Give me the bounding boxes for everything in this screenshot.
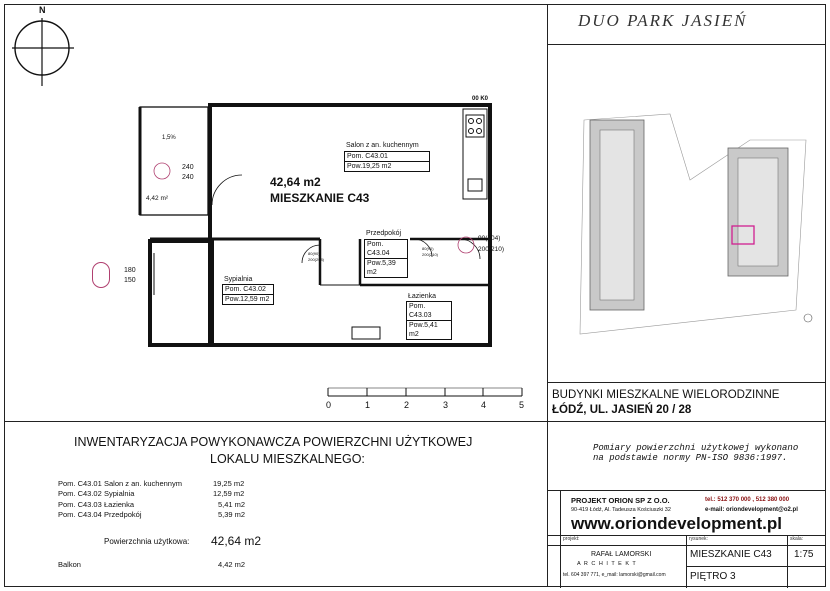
inventory-code: Pom. C43.04 [58,510,102,519]
apartment-area: 42,64 m2 [270,175,321,189]
inventory-name-4: Przedpokój [104,510,142,519]
north-label: N [39,5,46,15]
inventory-title-line2: LOKALU MIESZKALNEGO: [210,452,365,466]
inventory-row-3 [58,501,102,509]
room-tag-salon [344,151,430,172]
inventory-code: Pom. C43.02 [58,489,102,498]
label-projekt: projekt: [563,536,580,542]
divider-main-horizontal [4,421,826,422]
company-name: PROJEKT ORION SP Z O.O. [571,496,670,505]
inventory-area-3: 5,41 m2 [218,500,246,509]
inventory-row-1 [58,480,102,488]
inventory-row-4 [58,511,102,519]
floor-plan [120,95,505,350]
divider-title-under [547,44,826,45]
north-arrow-icon [8,6,78,86]
room-pom-lazienka: Pom. C43.03 [409,303,432,319]
tb-divider-left [560,491,561,588]
room-name-lazienka: Łazienka [408,293,437,300]
architect-name: RAFAŁ LAMORSKI [591,551,652,558]
room-name-sypialnia: Sypialnia [224,276,253,283]
title-block [547,490,826,587]
inventory-title-line1: INWENTARYZACJA POWYKONAWCZA POWIERZCHNI UŻYTKOWEJ [74,435,473,449]
inventory-row-2 [58,490,102,498]
tb-divider-mid [686,535,687,588]
apartment-name: MIESZKANIE C43 [270,191,370,205]
total-value: 42,64 m2 [211,534,262,548]
architect-contact: tel. 604 397 771, e_mail: lamorski@gmail.com [563,572,666,578]
inventory-code: Pom. C43.01 [58,479,102,488]
building-line1: BUDYNKI MIESZKALNE WIELORODZINNE [552,389,780,401]
company-address: 90-419 Łódź, Al. Tadeusza Kościuszki 32 [571,507,671,513]
label-rysunek: rysunek: [689,536,708,542]
drawing-floor: PIĘTRO 3 [690,571,736,582]
scale-tick-0: 0 [326,400,332,410]
drawing-scale: 1:75 [794,549,814,560]
label-skala: skala: [790,536,804,542]
total-label: Powierzchnia użytkowa: [104,537,190,546]
norm-note-line1: Pomiary powierzchni użytkowej wykonano [593,443,799,453]
company-tel: tel.: 512 370 000 , 512 380 000 [705,497,790,503]
room-pom-przedpokoj: Pom. C43.04 [367,241,390,257]
room-pom-salon: Pom. C43.01 [347,153,388,160]
inventory-name-3: Łazienka [104,500,135,509]
balcony-area: 4,42 m² [146,195,169,202]
door-bedroom-top: 80(90) [308,251,320,256]
site-key-plan-drawing [570,100,820,340]
inventory-code: Pom. C43.03 [58,500,102,509]
norm-note-line2: na podstawie normy PN-ISO 9836:1997. [593,453,788,463]
scale-bar [322,384,532,414]
balcony-window-bottom: 240 [182,174,194,181]
balcony-window-top: 240 [182,164,194,171]
company-website[interactable]: www.oriondevelopment.pl [571,514,782,533]
project-title: DUO PARK JASIEŃ [578,11,748,30]
room-name-salon: Salon z an. kuchennym [346,142,419,149]
scale-tick-2: 2 [404,400,410,410]
scale-tick-4: 4 [481,400,487,410]
scale-tick-5: 5 [519,400,525,410]
scale-tick-1: 1 [365,400,371,410]
north-arrow [8,6,78,86]
balcony-value: 4,42 m2 [218,560,246,569]
door-entry-bottom: 200(210) [478,246,505,253]
window-left-top: 180 [124,267,136,274]
scale-tick-3: 3 [443,400,449,410]
door-bath-top: 80(90) [422,246,434,251]
inventory-name-2: Sypialnia [104,489,135,498]
window-left-marker [92,262,110,288]
divider-keyplan-under [547,382,826,383]
room-tag-lazienka [406,301,452,340]
room-pow-sypialnia: Pow.12,59 m2 [223,294,273,304]
site-key-plan [570,100,820,340]
door-bedroom-bottom: 200(208) [308,257,325,262]
architect-role: A R C H I T E K T [577,561,637,567]
inventory-name-1: Salon z an. kuchennym [104,479,182,488]
room-pow-lazienka: Pow.5,41 m2 [407,320,451,339]
door-bath-bottom: 200(210) [422,252,439,257]
room-pow-przedpokoj: Pow.5,39 m2 [365,258,407,277]
room-pom-sypialnia: Pom. C43.02 [225,286,266,293]
inventory-area-2: 12,59 m2 [213,489,245,498]
room-pow-salon: Pow.19,25 m2 [345,161,429,171]
inventory-area-4: 5,39 m2 [218,510,246,519]
window-left-bottom: 150 [124,277,136,284]
balcony-slope: 1,5% [162,135,176,141]
building-line2: ŁÓDŹ, UL. JASIEŃ 20 / 28 [552,404,692,416]
balcony-label: Balkon [58,560,81,569]
inventory-area-1: 19,25 m2 [213,479,245,488]
scale-bar-graphic [322,384,532,400]
tb-divider-scale [787,535,788,588]
door-entry-top: 90(104) [478,235,501,242]
room-name-przedpokoj: Przedpokój [366,230,402,237]
tb-divider-floor [686,566,826,567]
room-tag-przedpokoj [364,239,408,278]
drawing-name: MIESZKANIE C43 [690,549,772,560]
room-tag-sypialnia [222,284,274,305]
company-email: e-mail: oriondevelopment@o2.pl [705,507,798,513]
level-label: 00 K0 [472,96,489,102]
